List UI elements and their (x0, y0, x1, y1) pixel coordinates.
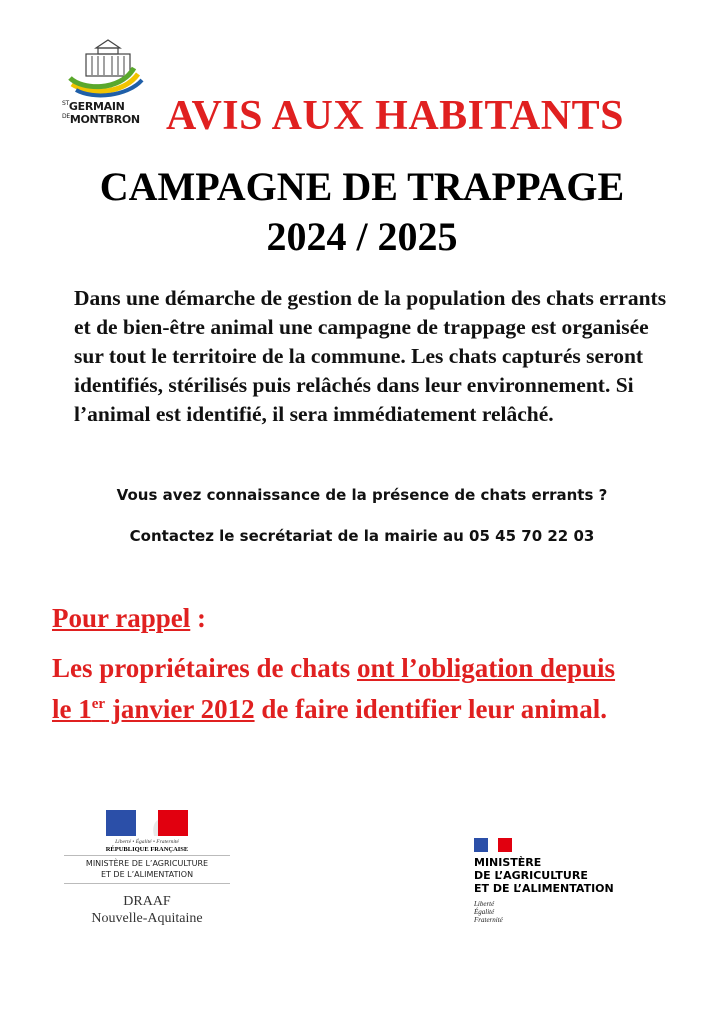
question-text: Vous avez connaissance de la présence de chats errants ? (116, 486, 608, 504)
ministry-name: MINISTÈRE DE L’AGRICULTURE ET DE L’ALIMENTATION (85, 859, 209, 879)
republic-motto: Liberté • Égalité • Fraternité (115, 839, 179, 845)
marianne-flag-icon (474, 838, 512, 852)
reminder-label: Pour rappel : (52, 603, 207, 633)
marianne-flag-icon (106, 810, 188, 836)
contact-text: Contactez le secrétariat de la mairie au 05 45 70 22 03 (129, 527, 595, 545)
notice-title: AVIS AUX HABITANTS (166, 93, 624, 139)
region-label: Nouvelle-Aquitaine (91, 911, 203, 926)
campaign-title: CAMPAGNE DE TRAPPAGE (99, 164, 625, 209)
divider (64, 855, 230, 856)
republic-name: RÉPUBLIQUE FRANÇAISE (105, 846, 189, 853)
town-name-line2: $^{DE}$MONTBRON (62, 113, 140, 126)
ministry-motto: Liberté Égalité Fraternité (474, 900, 503, 924)
divider (64, 883, 230, 884)
body-paragraph: Dans une démarche de gestion de la population des chats errants et de bien-être animal une campagne de trappage est organisée sur tout le territoire de la commune. Les chats capturés seront identifiés, stérilisés puis relâchés dans leur environnement. Si l’animal est identifié, il sera immédiatement relâché. (74, 286, 667, 426)
town-name-line1: $^{ST}$GERMAIN (62, 100, 125, 113)
town-hall-icon (62, 38, 154, 100)
reminder-text: Les propriétaires de chats ont l’obligation depuis le 1er janvier 2012 de faire identifier leur animal. (52, 653, 616, 724)
draaf-logo (62, 808, 232, 938)
draaf-label: DRAAF (123, 894, 171, 909)
campaign-years: 2024 / 2025 (266, 214, 458, 259)
ministry-name: MINISTÈRE DE L’AGRICULTURE ET DE L’ALIMENTATION (474, 856, 614, 895)
ministry-logo (474, 838, 674, 938)
